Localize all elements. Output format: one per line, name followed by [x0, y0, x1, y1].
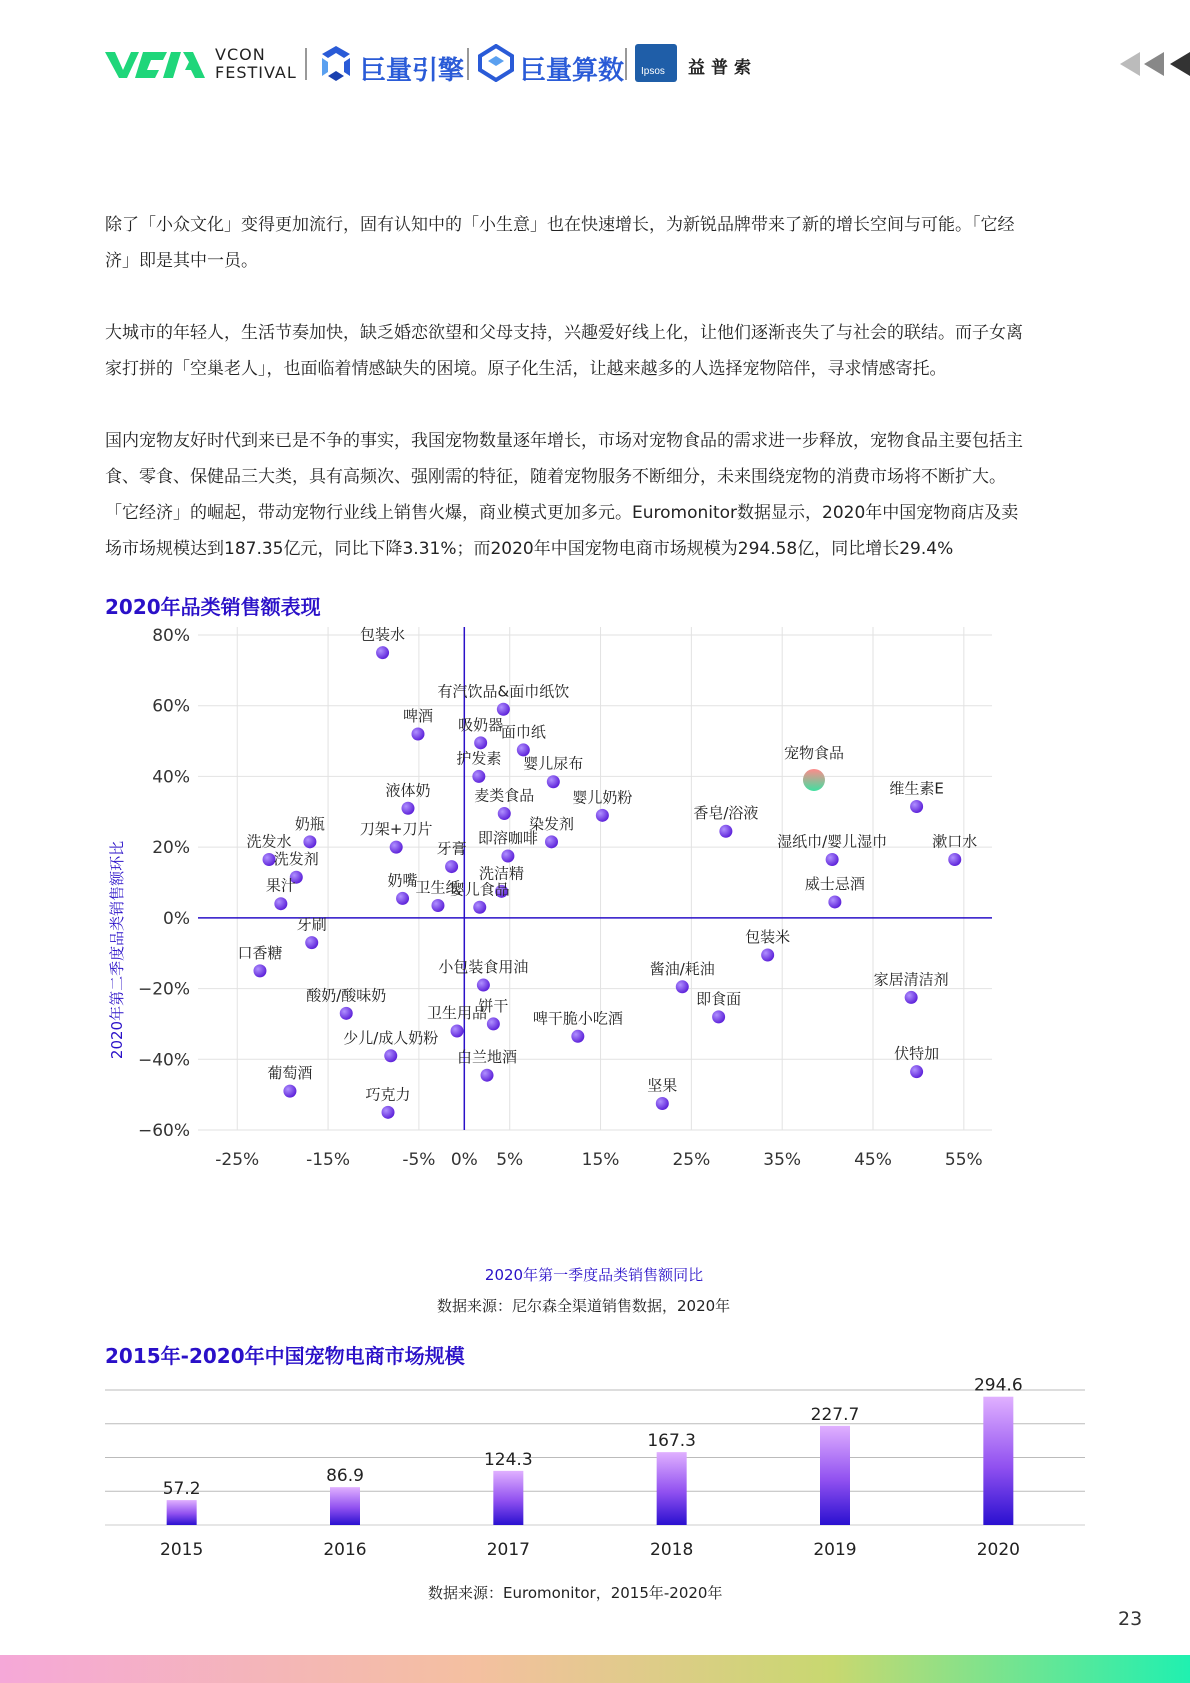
scatter-chart — [100, 620, 1080, 1300]
paragraph-1 — [105, 207, 1085, 279]
scatter-point-label: 坚果 — [647, 1076, 678, 1095]
scatter-point — [445, 860, 458, 873]
scatter-point — [571, 1030, 584, 1043]
bar-value-label: 294.6 — [973, 1375, 1023, 1396]
ipsos-chinese-name: 益普索 — [688, 58, 757, 78]
scatter-point-label: 婴儿奶粉 — [572, 788, 633, 807]
scatter-x-tick-label: 5% — [496, 1150, 524, 1170]
vcon-line2: FESTIVAL — [215, 63, 297, 82]
scatter-x-tick-label: 45% — [854, 1150, 892, 1170]
scatter-x-axis-label: 2020年第一季度品类销售额同比 — [484, 1266, 704, 1284]
scatter-point — [826, 853, 839, 866]
bar-value-label: 124.3 — [483, 1449, 533, 1470]
brand-oceanengine: 巨量引擎 — [360, 56, 465, 86]
bar-value-label: 57.2 — [162, 1479, 201, 1500]
scatter-point — [761, 948, 774, 961]
paragraph-line: 国内宠物友好时代到来已是不争的事实，我国宠物数量逐年增长，市场对宠物食品的需求进一步释放，宠物食品主要包括主 — [105, 431, 1023, 451]
scatter-point — [719, 825, 732, 838]
bar — [983, 1397, 1013, 1525]
scatter-point-label: 口香糖 — [237, 943, 283, 962]
bar-category-label: 2016 — [323, 1540, 367, 1560]
scatter-y-tick-label: 60% — [152, 696, 190, 717]
scatter-point-label: 麦类食品 — [474, 786, 535, 805]
scatter-point-label: 即食面 — [696, 989, 742, 1008]
scatter-point-label: 啤干脆小吃酒 — [532, 1009, 623, 1028]
scatter-point — [305, 936, 318, 949]
scatter-point-label: 酸奶/酸味奶 — [306, 986, 387, 1005]
bottom-gradient-bar — [0, 1655, 1190, 1683]
scatter-point-label: 有汽饮品&面巾纸饮 — [437, 682, 570, 701]
bar-value-label: 167.3 — [647, 1431, 697, 1452]
scatter-point — [382, 1106, 395, 1119]
scatter-point — [498, 807, 511, 820]
bar-category-label: 2018 — [650, 1540, 694, 1560]
bar-chart-title: 2015年-2020年中国宠物电商市场规模 — [105, 1344, 465, 1368]
scatter-point-label: 染发剂 — [528, 814, 575, 833]
scatter-point — [274, 897, 287, 910]
scatter-point — [411, 728, 424, 741]
scatter-point — [431, 899, 444, 912]
scatter-point — [340, 1007, 353, 1020]
scatter-point-label: 巧克力 — [365, 1085, 411, 1104]
scatter-point-label: 洗发水 — [246, 832, 292, 851]
scatter-point — [477, 979, 490, 992]
scatter-point — [487, 1017, 500, 1030]
paragraph-line: 大城市的年轻人，生活节奏加快，缺乏婚恋欲望和父母支持，兴趣爱好线上化，让他们逐渐丧失了与社会的联结。而子女离 — [105, 323, 1023, 343]
paragraph-line: 食、零食、保健品三大类，具有高频次、强刚需的特征，随着宠物服务不断细分，未来围绕宠物的消费市场将不断扩大。 — [105, 467, 1006, 487]
scatter-x-tick-label: 35% — [763, 1150, 802, 1170]
oceanengine-logo-icon — [318, 44, 354, 82]
scatter-point — [905, 991, 918, 1004]
triple-arrow-left-icon — [1118, 50, 1190, 78]
scatter-point — [474, 736, 487, 749]
paragraph-line: 家打拼的「空巢老人」，也面临着情感缺失的困境。原子化生活，让越来越多的人选择宠物陪伴，寻求情感寄托。 — [105, 359, 947, 379]
scatter-point-label: 包装水 — [360, 625, 406, 644]
scatter-point-label: 卫生纸 — [415, 878, 461, 897]
scatter-point — [948, 853, 961, 866]
paragraph-line: 「它经济」的崛起，带动宠物行业线上销售火爆，商业模式更加多元。Euromonitor数据显示，2020年中国宠物商店及卖 — [105, 503, 1019, 523]
paragraph-line: 除了「小众文化」变得更加流行，固有认知中的「小生意」也在快速增长，为新锐品牌带来了新的增长空间与可能。「它经 — [105, 215, 1015, 235]
bar-category-label: 2017 — [486, 1540, 530, 1560]
scatter-point — [910, 800, 923, 813]
vcon-logo-icon — [105, 48, 205, 80]
scatter-point — [497, 703, 510, 716]
scatter-point-label: 果汁 — [265, 876, 296, 895]
scatter-point-label: 漱口水 — [932, 832, 978, 851]
scatter-point-label: 液体奶 — [385, 781, 431, 800]
scatter-point-label: 湿纸巾/婴儿湿巾 — [777, 832, 888, 851]
bar-source-note: 数据来源：Euromonitor，2015年-2020年 — [428, 1584, 723, 1602]
header-separator — [467, 48, 469, 80]
bar-category-label: 2019 — [813, 1540, 857, 1560]
scatter-point-label: 洗洁精 — [479, 864, 525, 883]
scatter-point — [253, 964, 266, 977]
scatter-point — [390, 841, 403, 854]
scatter-point-label: 饼干 — [478, 996, 509, 1015]
scatter-point — [303, 835, 316, 848]
scatter-point-label: 白兰地酒 — [457, 1048, 518, 1067]
scatter-point-label: 宠物食品 — [783, 743, 844, 762]
scatter-point — [676, 980, 689, 993]
header-separator — [625, 48, 627, 80]
scatter-y-tick-label: 80% — [152, 626, 190, 646]
vcon-line1: VCON — [215, 45, 266, 64]
scatter-point-label: 面巾纸 — [500, 722, 546, 741]
scatter-point — [656, 1097, 669, 1110]
scatter-point-label: 奶嘴 — [387, 871, 418, 890]
scatter-point-label: 婴儿尿布 — [523, 754, 584, 773]
scatter-x-tick-label: 25% — [672, 1150, 711, 1170]
scatter-point — [910, 1065, 923, 1078]
page-header — [0, 0, 1190, 120]
scatter-point — [376, 646, 389, 659]
page-number: 23 — [1118, 1608, 1143, 1630]
bar — [493, 1471, 523, 1525]
scatter-y-tick-label: −20% — [137, 979, 190, 1000]
scatter-point-label: 葡萄酒 — [267, 1064, 313, 1083]
scatter-point-label: 少儿/成人奶粉 — [343, 1028, 439, 1047]
scatter-y-tick-label: 0% — [163, 908, 190, 929]
bar-value-label: 227.7 — [810, 1404, 860, 1425]
scatter-point — [283, 1085, 296, 1098]
scatter-x-tick-label: 55% — [944, 1150, 983, 1170]
scatter-point — [473, 901, 486, 914]
scatter-point-label: 婴儿食品 — [449, 880, 510, 899]
scatter-point-label: 酱油/耗油 — [649, 959, 715, 978]
scatter-y-tick-label: 20% — [152, 838, 190, 859]
suanshu-logo-icon — [478, 44, 514, 82]
scatter-x-tick-label: 0% — [450, 1150, 478, 1170]
scatter-x-tick-label: 15% — [581, 1150, 620, 1170]
scatter-point-label: 吸奶器 — [458, 715, 504, 734]
scatter-point — [501, 849, 514, 862]
scatter-point-label: 伏特加 — [894, 1044, 940, 1063]
paragraph-line: 场市场规模达到187.35亿元，同比下降3.31%；而2020年中国宠物电商市场规模为294.58亿，同比增长29.4% — [105, 539, 954, 559]
scatter-point-label: 卫生用品 — [427, 1004, 488, 1022]
bar-value-label: 86.9 — [326, 1466, 364, 1487]
scatter-point-label: 洗发剂 — [273, 850, 319, 869]
scatter-point-label: 牙刷 — [296, 915, 327, 934]
scatter-point-label: 即溶咖啡 — [477, 828, 538, 847]
scatter-point — [828, 895, 841, 908]
scatter-point-label: 维生素E — [889, 779, 944, 798]
header-separator — [305, 48, 307, 80]
scatter-y-tick-label: 40% — [152, 767, 190, 788]
scatter-point — [481, 1069, 494, 1082]
scatter-point-label: 护发素 — [456, 749, 502, 768]
brand-suanshu: 巨量算数 — [520, 56, 625, 86]
scatter-point — [596, 809, 609, 822]
vcon-festival-text — [215, 46, 297, 82]
scatter-y-tick-label: −60% — [137, 1121, 190, 1141]
bar-category-label: 2015 — [160, 1540, 204, 1560]
paragraph-line: 济」即是其中一员。 — [105, 251, 258, 271]
scatter-point — [396, 892, 409, 905]
bar-chart — [100, 1370, 1090, 1570]
scatter-point — [472, 770, 485, 783]
scatter-point-label: 啤酒 — [402, 707, 433, 725]
scatter-y-tick-label: −40% — [137, 1050, 190, 1071]
scatter-point-label: 包装米 — [745, 927, 791, 946]
paragraph-2 — [105, 315, 1085, 387]
scatter-x-tick-label: -25% — [215, 1150, 260, 1170]
scatter-point — [547, 775, 560, 788]
scatter-point-highlight — [803, 769, 825, 791]
scatter-point-label: 家居清洁剂 — [873, 970, 949, 989]
scatter-point-label: 香皂/浴液 — [693, 804, 759, 823]
scatter-x-tick-label: -5% — [402, 1150, 436, 1170]
scatter-source-note: 数据来源：尼尔森全渠道销售数据，2020年 — [437, 1297, 731, 1315]
scatter-x-tick-label: -15% — [306, 1150, 351, 1170]
bar — [657, 1452, 687, 1525]
scatter-chart-title: 2020年品类销售额表现 — [105, 595, 321, 619]
scatter-point-label: 小包装食用油 — [438, 958, 529, 977]
scatter-point — [712, 1010, 725, 1023]
scatter-point — [451, 1025, 464, 1038]
bar — [820, 1426, 850, 1525]
scatter-point — [545, 835, 558, 848]
paragraph-3 — [105, 423, 1085, 567]
bar-category-label: 2020 — [976, 1540, 1020, 1560]
scatter-point — [401, 802, 414, 815]
bar — [167, 1500, 197, 1525]
scatter-point-label: 牙膏 — [436, 839, 467, 858]
scatter-point-label: 威士忌酒 — [804, 874, 865, 893]
bar — [330, 1487, 360, 1525]
scatter-point — [384, 1049, 397, 1062]
scatter-y-axis-label: 2020年第二季度品类销售额环比 — [108, 840, 126, 1060]
scatter-point-label: 奶瓶 — [294, 814, 325, 833]
ipsos-logo-text: Ipsos — [641, 66, 665, 77]
scatter-point-label: 刀架+刀片 — [359, 820, 433, 839]
